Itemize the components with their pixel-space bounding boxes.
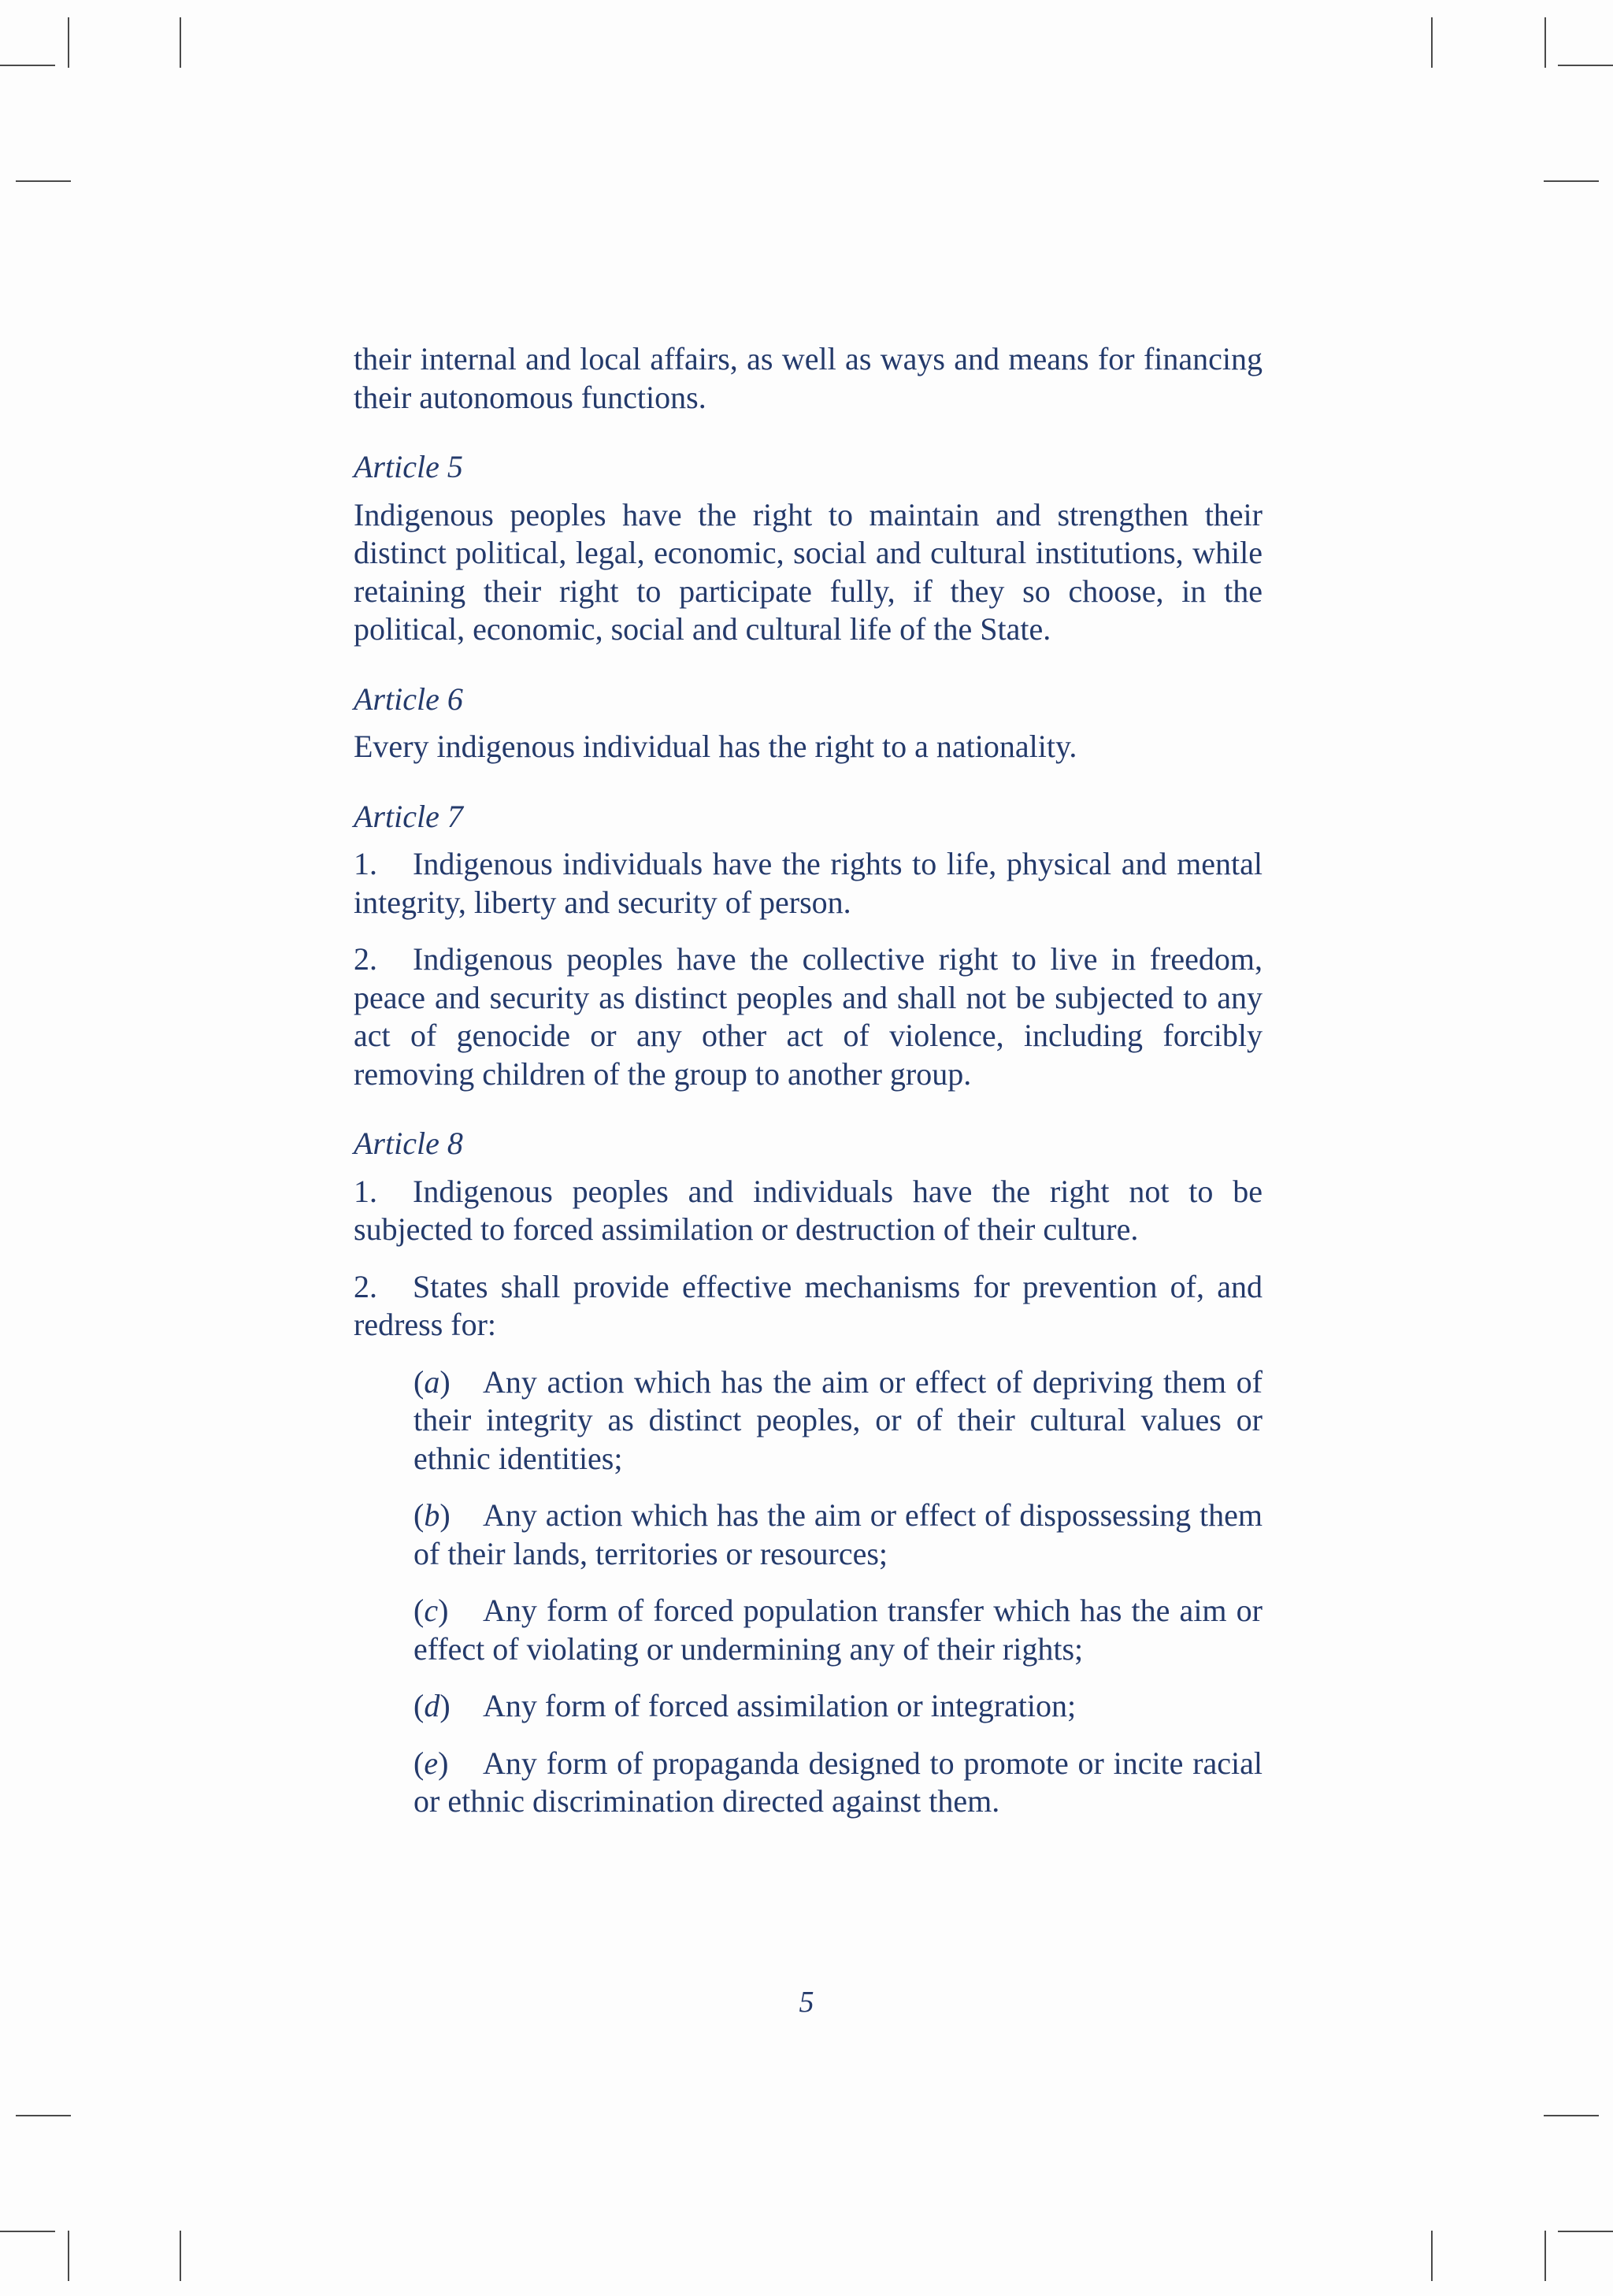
item-text: Any form of forced assimilation or integration; — [483, 1688, 1077, 1723]
page-number: 5 — [799, 1986, 814, 2019]
item-letter: (a) — [413, 1363, 451, 1400]
paragraph-text: Indigenous peoples and individuals have the right not to be subjected to forced assimilation or destruction of their culture. — [354, 1173, 1263, 1247]
article-8-item-b — [413, 1497, 1263, 1573]
crop-mark — [1544, 180, 1599, 182]
item-letter: (d) — [413, 1688, 451, 1723]
paragraph-text: Indigenous peoples have the collective right to live in freedom, peace and security as distinct peoples and shall not be subjected to any act of genocide or any other act of violence, including forcibly removing children of the group to another group. — [354, 941, 1263, 1092]
article-8-item-a — [413, 1363, 1263, 1478]
item-letter: (c) — [413, 1593, 449, 1628]
crop-mark — [1558, 65, 1613, 66]
article-7-heading: Article 7 — [354, 798, 463, 834]
crop-mark — [180, 2231, 181, 2281]
paragraph-text: Indigenous individuals have the rights to life, physical and mental integrity, liberty and security of person. — [354, 846, 1263, 920]
crop-mark — [1558, 2231, 1613, 2232]
crop-mark — [1544, 2231, 1546, 2281]
paragraph-number: 1. — [354, 1173, 377, 1209]
article-7-paragraph-1 — [354, 845, 1263, 922]
article-8-heading: Article 8 — [354, 1126, 463, 1161]
article-8-item-c — [413, 1592, 1263, 1668]
article-5-heading: Article 5 — [354, 449, 463, 484]
crop-mark — [180, 17, 181, 68]
article-8-paragraph-1 — [354, 1173, 1263, 1249]
paragraph-number: 2. — [354, 941, 377, 977]
page-body — [354, 340, 1263, 1821]
crop-mark — [1431, 17, 1433, 68]
article-6-text: Every indigenous individual has the right to a nationality. — [354, 729, 1077, 764]
item-text: Any form of forced population transfer which has the aim or effect of violating or undermining any of their rights; — [413, 1593, 1263, 1667]
article-8-item-e — [413, 1745, 1263, 1821]
paragraph-number: 1. — [354, 846, 377, 881]
article-8-item-d — [413, 1687, 1263, 1726]
crop-mark — [1431, 2231, 1433, 2281]
article-5-text: Indigenous peoples have the right to maintain and strengthen their distinct political, legal, economic, social and cultural institutions, while retaining their right to participate fully, if they so choose, in the political, economic, social and cultural life of the State. — [354, 496, 1263, 647]
crop-mark — [16, 2115, 71, 2116]
item-text: Any form of propaganda designed to promote or incite racial or ethnic discrimination directed against them. — [413, 1745, 1263, 1819]
crop-mark — [68, 17, 69, 68]
paragraph-number: 2. — [354, 1268, 377, 1304]
article-7-paragraph-2 — [354, 940, 1263, 1093]
article-8-paragraph-2 — [354, 1268, 1263, 1345]
item-letter: (b) — [413, 1497, 451, 1533]
item-letter: (e) — [413, 1745, 449, 1781]
item-text: Any action which has the aim or effect of depriving them of their integrity as distinct peoples, or of their cultural values or ethnic identities; — [413, 1363, 1263, 1476]
crop-mark — [1544, 17, 1546, 68]
crop-mark — [1544, 2115, 1599, 2116]
continuation-paragraph: their internal and local affairs, as well as ways and means for financing their autonomous functions. — [354, 341, 1263, 415]
crop-mark — [0, 65, 55, 66]
item-text: Any action which has the aim or effect of dispossessing them of their lands, territories or resources; — [413, 1497, 1263, 1571]
crop-mark — [68, 2231, 69, 2281]
crop-mark — [0, 2231, 55, 2232]
paragraph-text: States shall provide effective mechanisms for prevention of, and redress for: — [354, 1268, 1263, 1342]
crop-mark — [16, 180, 71, 182]
article-6-heading: Article 6 — [354, 681, 463, 717]
